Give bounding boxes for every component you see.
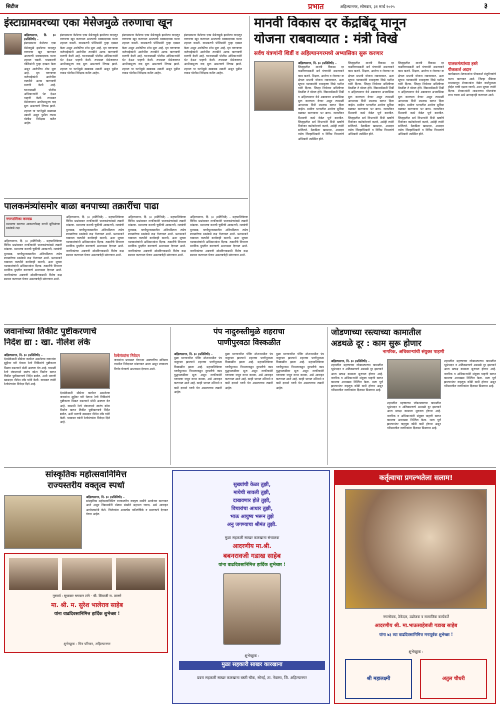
minister-photo	[254, 61, 294, 111]
road-headline-2: अडथळे दूर : काम सुरू होणार	[331, 338, 422, 348]
water-body-a: अहिल्यानगर, दि. ३० (प्रतिनिधी) – मुळा धरणावरील पंपिंग स्टेशनमधील पंप नादुरुस्त झाल्याने शहराचा पाणीपुरवठा विस्कळीत झाला आहे. महापालिकेच्या पाणीपुरवठा विभागाकडून दुरुस्तीचे काम युद्धपातळीवर सुरू असून नागरिकांनी पाण्याचा जपून वापर करावा, असे आवाहन करण्यात आले आहे. काही भागात उशिराने व कमी दाबाने पाणी येत असल्याच्या तक्रारी आहेत.	[174, 352, 222, 394]
paper-logo: प्रभात	[308, 2, 324, 11]
lead-right-body-c: जिल्ह्यातील मानवी विकास दर वाढविण्यासाठी सर्व यंत्रणांनी समन्वयाने काम करावे. शिक्षण, आरोग्य व रोजगार या क्षेत्रात प्रभावी योजना राबवाव्यात, अशा सूचना पालकमंत्री राधाकृष्ण विखे पाटील यांनी दिल्या. जिल्हा नियोजन समितीच्या बैठकीत ते बोलत होते. विद्यार्थ्यांसाठी शिर्डी व अहिल्यानगर येथे अद्ययावत अभ्यासिका सुरू करण्यात येणार असून त्यासाठी आवश्यक निधी उपलब्ध करून दिला जाईल. ग्रामीण भागातील आरोग्य सुविधा बळकट करण्यावर भर द्यावा. जलजीवन मिशनची कामे वेळेत पूर्ण करावीत. जिल्ह्यातील सर्व विभागांनी निधी खर्चाचे नियोजन काटेकोरपणे करावे, असेही त्यांनी सांगितले. बैठकीला खासदार, आमदार तसेच जिल्हाधिकारी व विविध विभागांचे अधिकारी उपस्थित होते.	[398, 61, 444, 137]
mp-photo	[60, 353, 110, 389]
culture-headline-1: सांस्कृतिक महोत्सवानिमित्त	[45, 470, 127, 480]
water-headline-2: पाणीपुरवठा विस्कळीत	[217, 337, 281, 347]
ad-center-portrait	[223, 573, 281, 645]
ad-center-name-1: आदरणीय मा.श्री.	[232, 543, 272, 550]
ad-left-photos	[9, 558, 165, 590]
ad-right-banner: कर्तृत्वाचा प्रगल्भतेला सलाम!	[335, 471, 496, 485]
lead-left-byline: अहिल्यानगर, दि. ३० (प्रतिनिधी) –	[24, 33, 56, 42]
tickets-side-body: जवानांना प्रवासात येणाऱ्या अडचणींचा सविस्तर तपशील निवेदनात मांडण्यात आला असून लवकरच निर्णय घेण्याचे आश्वासन देण्यात आले.	[114, 358, 168, 371]
lead-left-body-b: इंस्टाग्रामवर केलेल्या एका मेसेजमुळे झालेल्या वादातून तरुणाचा खून करण्यात आल्याची धक्कादायक घटना शहरात घडली. याप्रकरणी पोलिसांनी गुन्हा दाखल केला असून आरोपींचा शोध सुरू आहे. मृत तरुणाच्या नातेवाईकांनी आरोपींना तातडीने अटक करण्याची मागणी केली आहे. घटनास्थळी पोलीस अधिकाऱ्यांनी भेट देऊन पाहणी केली. तपासात मेसेजवरून आधीपासूनच वाद सुरू असल्याचे निष्पन्न झाले. शहरात या घटनेमुळे खळबळ उडाली असून पुढील तपास पोलीस निरीक्षक करीत आहेत.	[60, 33, 118, 75]
water-headline-1: पंप नादुरुस्तीमुळे शहराचा	[213, 327, 285, 336]
ad-center-role: मुळा सहकारी साखर कारखाना संचालक	[224, 535, 280, 540]
water-story	[174, 327, 324, 465]
ad-center-wish: यांना वाढदिवसानिमित्त हार्दिक शुभेच्छा !	[218, 563, 286, 568]
culture-body: अहिल्यानगर, दि. ३० (प्रतिनिधी) – सांस्कृतिक महोत्सवानिमित्त राज्यस्तरीय वक्तृत्व स्पर्धेचे आयोजन करण्यात आले असून विद्यार्थ्यांनी मोठ्या संख्येने सहभाग घ्यावा, असे आवाहन आयोजकांनी केले. विजेत्यांना आकर्षक पारितोषिके व प्रमाणपत्रे देण्यात येणार आहेत.	[86, 495, 168, 516]
road-photo	[387, 359, 441, 399]
mid-left-kicker: मालमत्ता कराच्या आकारणीसह नागरी सुविधांच्या प्रश्नांकडे लक्ष	[6, 221, 60, 231]
ad-right-role: नगरसेवक, ठेकेदार, उद्योजक व सामाजिक कार्यकर्ते	[383, 615, 449, 619]
lead-right-subhead: सर्वच यंत्रणांनी शिर्डी व अहिल्यानगरमध्ये अभ्यासिका सुरू करणार	[254, 51, 383, 57]
tickets-headline-2: निर्देश द्या : खा. नीलेश लंके	[4, 338, 91, 348]
road-body-b: शहरातील महत्त्वाच्या जोडरस्त्याच्या कामातील भूसंपादन व अतिक्रमणाचे अडथळे दूर झाल्याने आता प्रत्यक्ष कामाला सुरुवात होणार आहे. नागरिक व अधिकाऱ्यांनी संयुक्त पाहणी करून कामाचा आराखडा निश्चित केला. रस्ता पूर्ण झाल्यानंतर वाहतूक कोंडी कमी होणार असून परिसरातील नागरिकांना दिलासा मिळणार आहे.	[387, 401, 441, 431]
tickets-body-b: देशसेवेसाठी सीमेवर कार्यरत असलेल्या जवानांना सुट्टीवर घरी येताना रेल्वे तिकिटांचे पुष्टीकरण मिळत नसल्याने मोठी अडचण येत आहे. यासाठी रेल्वे मंत्रालयाने स्वतंत्र कोटा निर्माण करून तिकीट पुष्टीकरणाचे निर्देश द्यावेत, अशी मागणी खासदार नीलेश लंके यांनी केली. याबाबत त्यांनी रेल्वेमंत्र्यांना निवेदन दिले आहे.	[60, 391, 110, 425]
ad-center-from: मुळा सहकारी साखर कारखाना	[179, 661, 325, 670]
tickets-body-a: अहिल्यानगर, दि. ३० (प्रतिनिधी) – देशसेवेसाठी सीमेवर कार्यरत असलेल्या जवानांना सुट्टीवर घरी येताना रेल्वे तिकिटांचे पुष्टीकरण मिळत नसल्याने मोठी अडचण येत आहे. यासाठी रेल्वे मंत्रालयाने स्वतंत्र कोटा निर्माण करून तिकीट पुष्टीकरणाचे निर्देश द्यावेत, अशी मागणी खासदार नीलेश लंके यांनी केली. याबाबत त्यांनी रेल्वेमंत्र्यांना निवेदन दिले आहे.	[4, 353, 56, 387]
ad-right-portrait	[345, 489, 487, 609]
mid-left-body-a: अहिल्यानगर, दि. ३० (प्रतिनिधी) – महापालिकेच्या विविध प्रश्नांबाबत नागरिकांनी पालकमंत्र्यांकडे तक्रारी मांडल्या. मालमत्ता कराची चुकीची आकारणी, रस्त्यांची दुरवस्था, पाणीपुरवठ्यातील अनियमितता तसेच स्वच्छतेच्या प्रश्नांकडे लक्ष वेधण्यात आले. प्रशासनाने याबाबत तातडीने कार्यवाही करावी, अशा सूचना पालकमंत्र्यांनी अधिकाऱ्यांना दिल्या. तक्रारींचे निवारण ठराविक मुदतीत करण्याचे आश्वासन देण्यात आले. नागरिकांच्या अडचणी सोडविण्यासाठी विशेष कक्ष स्थापन करण्यात येणार असल्याचेही सांगण्यात आले.	[4, 239, 62, 281]
road-body-c: शहरातील महत्त्वाच्या जोडरस्त्याच्या कामातील भूसंपादन व अतिक्रमणाचे अडथळे दूर झाल्याने आता प्रत्यक्ष कामाला सुरुवात होणार आहे. नागरिक व अधिकाऱ्यांनी संयुक्त पाहणी करून कामाचा आराखडा निश्चित केला. रस्ता पूर्ण झाल्यानंतर वाहतूक कोंडी कमी होणार असून परिसरातील नागरिकांना दिलासा मिळणार आहे.	[444, 359, 496, 389]
greeting-ad-center	[172, 470, 330, 704]
lead-right-headline-1: मानवी विकास दर केंद्रबिंदू मानून	[254, 16, 407, 31]
ad-right-name: आदरणीय श्री. मा.भाऊसाहेबजी गडाख साहेब	[374, 623, 458, 629]
culture-headline-2: राज्यस्तरीय वक्तृत्व स्पर्धा	[47, 481, 125, 491]
issue-date: अहिल्यानगर, सोमवार, ३१ मार्च २०२५	[340, 4, 395, 9]
sidebar-body: कार्यक्रमात शेतकऱ्यांना पीककर्ज मंजुरीपत्रांचे वाटप करण्यात आले. जिल्हा बँकेच्या माध्यमातून शेतकऱ्यांना वेळेत कर्जपुरवठा होईल याची दक्षता घ्यावी, अशा सूचना त्यांनी दिल्या. शेतकऱ्यांनी शासनाच्या योजनांचा लाभ घ्यावा असे आवाहनही करण्यात आले.	[448, 72, 496, 98]
ad-right-wish: यांना ७३ व्या वाढदिवसानिमित्त मनःपूर्वक शुभेच्छा !	[379, 632, 453, 637]
victim-photo	[4, 33, 22, 55]
ad-center-poem: सुख्यांची केळा तुझी, मायेची सावली तुझी, दाखवणार होते तुझी, विचारांचा आधार तुझी, भाऊ आयुष्य भरून तुझे अनु जगण्याचा श्रीमंत तुझी.	[227, 482, 277, 528]
water-byline: अहिल्यानगर, दि. ३० (प्रतिनिधी) –	[174, 352, 213, 356]
tickets-sidebar	[114, 353, 168, 463]
mid-left-body-c: अहिल्यानगर, दि. ३० (प्रतिनिधी) – महापालिकेच्या विविध प्रश्नांबाबत नागरिकांनी पालकमंत्र्यांकडे तक्रारी मांडल्या. मालमत्ता कराची चुकीची आकारणी, रस्त्यांची दुरवस्था, पाणीपुरवठ्यातील अनियमितता तसेच स्वच्छतेच्या प्रश्नांकडे लक्ष वेधण्यात आले. प्रशासनाने याबाबत तातडीने कार्यवाही करावी, अशा सूचना पालकमंत्र्यांनी अधिकाऱ्यांना दिल्या. तक्रारींचे निवारण ठराविक मुदतीत करण्याचे आश्वासन देण्यात आले. नागरिकांच्या अडचणी सोडविण्यासाठी विशेष कक्ष स्थापन करण्यात येणार असल्याचेही सांगण्यात आले.	[128, 215, 186, 257]
ad-right-from-label: शुभेच्छुक :	[408, 649, 424, 654]
ad-right-logo-1: श्री महालक्ष्मी	[345, 659, 412, 699]
lead-left-story	[4, 16, 244, 196]
culture-byline: अहिल्यानगर, दि. ३० (प्रतिनिधी) –	[86, 495, 125, 499]
masthead	[0, 0, 500, 14]
greeting-ad-left	[4, 553, 168, 653]
tickets-story	[4, 327, 168, 465]
ad-left-line2: मा. श्री. म. सुरेश भालेराव साहेब	[51, 602, 123, 609]
ad-left-photo-1	[9, 558, 58, 590]
mid-left-box-title: नगरपालिका करवाढ	[6, 217, 32, 221]
lead-right-sidebar	[448, 61, 496, 231]
mid-left-box	[4, 215, 62, 237]
lead-right-headline-2: योजना राबवाव्यात : मंत्री विखे	[254, 32, 398, 47]
water-body-b: मुळा धरणावरील पंपिंग स्टेशनमधील पंप नादुरुस्त झाल्याने शहराचा पाणीपुरवठा विस्कळीत झाला आहे. महापालिकेच्या पाणीपुरवठा विभागाकडून दुरुस्तीचे काम युद्धपातळीवर सुरू असून नागरिकांनी पाण्याचा जपून वापर करावा, असे आवाहन करण्यात आले आहे. काही भागात उशिराने व कमी दाबाने पाणी येत असल्याच्या तक्रारी आहेत.	[225, 352, 273, 390]
ad-center-address: प्रवरा सहकारी साखर कारखाना बस्ती चौक, सोनई, ता. नेवासा, जि. अहिल्यानगर	[197, 675, 307, 680]
ad-left-line1: गुरुवर्य : सुधाकर भगवान टांगे · श्री. शिवाजी रा. ठाणगे	[52, 594, 122, 598]
road-kicker: नागरिक, अधिकाऱ्यांची संयुक्त पाहणी	[382, 350, 445, 355]
lead-left-body-a: इंस्टाग्रामवर केलेल्या एका मेसेजमुळे झालेल्या वादातून तरुणाचा खून करण्यात आल्याची धक्कादायक घटना शहरात घडली. याप्रकरणी पोलिसांनी गुन्हा दाखल केला असून आरोपींचा शोध सुरू आहे. मृत तरुणाच्या नातेवाईकांनी आरोपींना तातडीने अटक करण्याची मागणी केली आहे. घटनास्थळी पोलीस अधिकाऱ्यांनी भेट देऊन पाहणी केली. तपासात मेसेजवरून आधीपासूनच वाद सुरू असल्याचे निष्पन्न झाले. शहरात या घटनेमुळे खळबळ उडाली असून पुढील तपास पोलीस निरीक्षक करीत आहेत.	[24, 41, 56, 126]
ad-left-photo-2	[62, 558, 111, 590]
road-headline-1: जोडणाच्या रस्त्याच्या कामातील	[331, 327, 422, 337]
greeting-ad-right	[334, 470, 496, 704]
ad-right-logo-2: अतुल चौधरी	[420, 659, 487, 699]
road-body-a: अहिल्यानगर, दि. ३० (प्रतिनिधी) – शहरातील महत्त्वाच्या जोडरस्त्याच्या कामातील भूसंपादन व अतिक्रमणाचे अडथळे दूर झाल्याने आता प्रत्यक्ष कामाला सुरुवात होणार आहे. नागरिक व अधिकाऱ्यांनी संयुक्त पाहणी करून कामाचा आराखडा निश्चित केला. रस्ता पूर्ण झाल्यानंतर वाहतूक कोंडी कमी होणार असून परिसरातील नागरिकांना दिलासा मिळणार आहे.	[331, 359, 383, 393]
lead-left-headline: इंस्टाग्रामवरच्या एका मेसेजमुळे तरुणाचा खून	[4, 17, 173, 29]
sidebar-title-1: पालकमंत्र्यांच्या हस्ते	[448, 61, 478, 66]
ad-center-name-2: बबनरावजी गडाख साहेब	[223, 552, 281, 560]
ad-left-line3: यांना वाढदिवसानिमित्त हार्दिक शुभेच्छा !	[54, 612, 120, 617]
mid-left-body-d: अहिल्यानगर, दि. ३० (प्रतिनिधी) – महापालिकेच्या विविध प्रश्नांबाबत नागरिकांनी पालकमंत्र्यांकडे तक्रारी मांडल्या. मालमत्ता कराची चुकीची आकारणी, रस्त्यांची दुरवस्था, पाणीपुरवठ्यातील अनियमितता तसेच स्वच्छतेच्या प्रश्नांकडे लक्ष वेधण्यात आले. प्रशासनाने याबाबत तातडीने कार्यवाही करावी, अशा सूचना पालकमंत्र्यांनी अधिकाऱ्यांना दिल्या. तक्रारींचे निवारण ठराविक मुदतीत करण्याचे आश्वासन देण्यात आले. नागरिकांच्या अडचणी सोडविण्यासाठी विशेष कक्ष स्थापन करण्यात येणार असल्याचेही सांगण्यात आले.	[190, 215, 248, 257]
ad-center-from-label: शुभेच्छुक :	[244, 653, 260, 658]
culture-story	[4, 470, 168, 550]
road-story	[331, 327, 496, 465]
mid-left-body-b: अहिल्यानगर, दि. ३० (प्रतिनिधी) – महापालिकेच्या विविध प्रश्नांबाबत नागरिकांनी पालकमंत्र्यांकडे तक्रारी मांडल्या. मालमत्ता कराची चुकीची आकारणी, रस्त्यांची दुरवस्था, पाणीपुरवठ्यातील अनियमितता तसेच स्वच्छतेच्या प्रश्नांकडे लक्ष वेधण्यात आले. प्रशासनाने याबाबत तातडीने कार्यवाही करावी, अशा सूचना पालकमंत्र्यांनी अधिकाऱ्यांना दिल्या. तक्रारींचे निवारण ठराविक मुदतीत करण्याचे आश्वासन देण्यात आले. नागरिकांच्या अडचणी सोडविण्यासाठी विशेष कक्ष स्थापन करण्यात येणार असल्याचेही सांगण्यात आले.	[66, 215, 124, 257]
water-body-c: मुळा धरणावरील पंपिंग स्टेशनमधील पंप नादुरुस्त झाल्याने शहराचा पाणीपुरवठा विस्कळीत झाला आहे. महापालिकेच्या पाणीपुरवठा विभागाकडून दुरुस्तीचे काम युद्धपातळीवर सुरू असून नागरिकांनी पाण्याचा जपून वापर करावा, असे आवाहन करण्यात आले आहे. काही भागात उशिराने व कमी दाबाने पाणी येत असल्याच्या तक्रारी आहेत.	[276, 352, 324, 390]
lead-right-story	[254, 16, 496, 232]
lead-right-body-a: अहिल्यानगर, दि. ३० (प्रतिनिधी) – जिल्ह्यातील मानवी विकास दर वाढविण्यासाठी सर्व यंत्रणांनी समन्वयाने काम करावे. शिक्षण, आरोग्य व रोजगार या क्षेत्रात प्रभावी योजना राबवाव्यात, अशा सूचना पालकमंत्री राधाकृष्ण विखे पाटील यांनी दिल्या. जिल्हा नियोजन समितीच्या बैठकीत ते बोलत होते. विद्यार्थ्यांसाठी शिर्डी व अहिल्यानगर येथे अद्ययावत अभ्यासिका सुरू करण्यात येणार असून त्यासाठी आवश्यक निधी उपलब्ध करून दिला जाईल. ग्रामीण भागातील आरोग्य सुविधा बळकट करण्यावर भर द्यावा. जलजीवन मिशनची कामे वेळेत पूर्ण करावीत. जिल्ह्यातील सर्व विभागांनी निधी खर्चाचे नियोजन काटेकोरपणे करावे, असेही त्यांनी सांगितले. बैठकीला खासदार, आमदार तसेच जिल्हाधिकारी व विविध विभागांचे अधिकारी उपस्थित होते.	[298, 61, 344, 141]
lead-left-body-c: इंस्टाग्रामवर केलेल्या एका मेसेजमुळे झालेल्या वादातून तरुणाचा खून करण्यात आल्याची धक्कादायक घटना शहरात घडली. याप्रकरणी पोलिसांनी गुन्हा दाखल केला असून आरोपींचा शोध सुरू आहे. मृत तरुणाच्या नातेवाईकांनी आरोपींना तातडीने अटक करण्याची मागणी केली आहे. घटनास्थळी पोलीस अधिकाऱ्यांनी भेट देऊन पाहणी केली. तपासात मेसेजवरून आधीपासूनच वाद सुरू असल्याचे निष्पन्न झाले. शहरात या घटनेमुळे खळबळ उडाली असून पुढील तपास पोलीस निरीक्षक करीत आहेत.	[122, 33, 180, 75]
ad-right-logos	[345, 659, 487, 699]
culture-photo	[4, 495, 82, 549]
lead-left-body-d: इंस्टाग्रामवर केलेल्या एका मेसेजमुळे झालेल्या वादातून तरुणाचा खून करण्यात आल्याची धक्कादायक घटना शहरात घडली. याप्रकरणी पोलिसांनी गुन्हा दाखल केला असून आरोपींचा शोध सुरू आहे. मृत तरुणाच्या नातेवाईकांनी आरोपींना तातडीने अटक करण्याची मागणी केली आहे. घटनास्थळी पोलीस अधिकाऱ्यांनी भेट देऊन पाहणी केली. तपासात मेसेजवरून आधीपासूनच वाद सुरू असल्याचे निष्पन्न झाले. शहरात या घटनेमुळे खळबळ उडाली असून पुढील तपास पोलीस निरीक्षक करीत आहेत.	[184, 33, 242, 75]
ad-left-footer: शुभेच्छुक : मित्र परिवार, अहिल्यानगर	[63, 642, 111, 646]
tickets-headline-1: जवानांच्या तिकीट पुष्टीकरणाचे	[4, 327, 97, 337]
tickets-byline: अहिल्यानगर, दि. ३० (प्रतिनिधी) –	[4, 353, 43, 357]
mid-left-headline: पालकमंत्र्यांसमोर बाळा बनपाच्या तक्रारींचा पाढा	[4, 202, 159, 212]
road-byline: अहिल्यानगर, दि. ३० (प्रतिनिधी) –	[331, 359, 370, 363]
page-number: ३	[484, 2, 488, 10]
mid-left-story	[4, 201, 248, 321]
lead-right-body-b: जिल्ह्यातील मानवी विकास दर वाढविण्यासाठी सर्व यंत्रणांनी समन्वयाने काम करावे. शिक्षण, आरोग्य व रोजगार या क्षेत्रात प्रभावी योजना राबवाव्यात, अशा सूचना पालकमंत्री राधाकृष्ण विखे पाटील यांनी दिल्या. जिल्हा नियोजन समितीच्या बैठकीत ते बोलत होते. विद्यार्थ्यांसाठी शिर्डी व अहिल्यानगर येथे अद्ययावत अभ्यासिका सुरू करण्यात येणार असून त्यासाठी आवश्यक निधी उपलब्ध करून दिला जाईल. ग्रामीण भागातील आरोग्य सुविधा बळकट करण्यावर भर द्यावा. जलजीवन मिशनची कामे वेळेत पूर्ण करावीत. जिल्ह्यातील सर्व विभागांनी निधी खर्चाचे नियोजन काटेकोरपणे करावे, असेही त्यांनी सांगितले. बैठकीला खासदार, आमदार तसेच जिल्हाधिकारी व विविध विभागांचे अधिकारी उपस्थित होते.	[348, 61, 394, 137]
tickets-side-title: रेल्वेमंत्र्यांना निवेदन	[114, 353, 140, 358]
section-label: सिटीज	[6, 4, 19, 10]
sidebar-title-2: पीककर्ज अदान	[448, 66, 472, 72]
ad-left-photo-3	[116, 558, 165, 590]
lead-right-byline: अहिल्यानगर, दि. ३० (प्रतिनिधी) –	[298, 61, 337, 65]
